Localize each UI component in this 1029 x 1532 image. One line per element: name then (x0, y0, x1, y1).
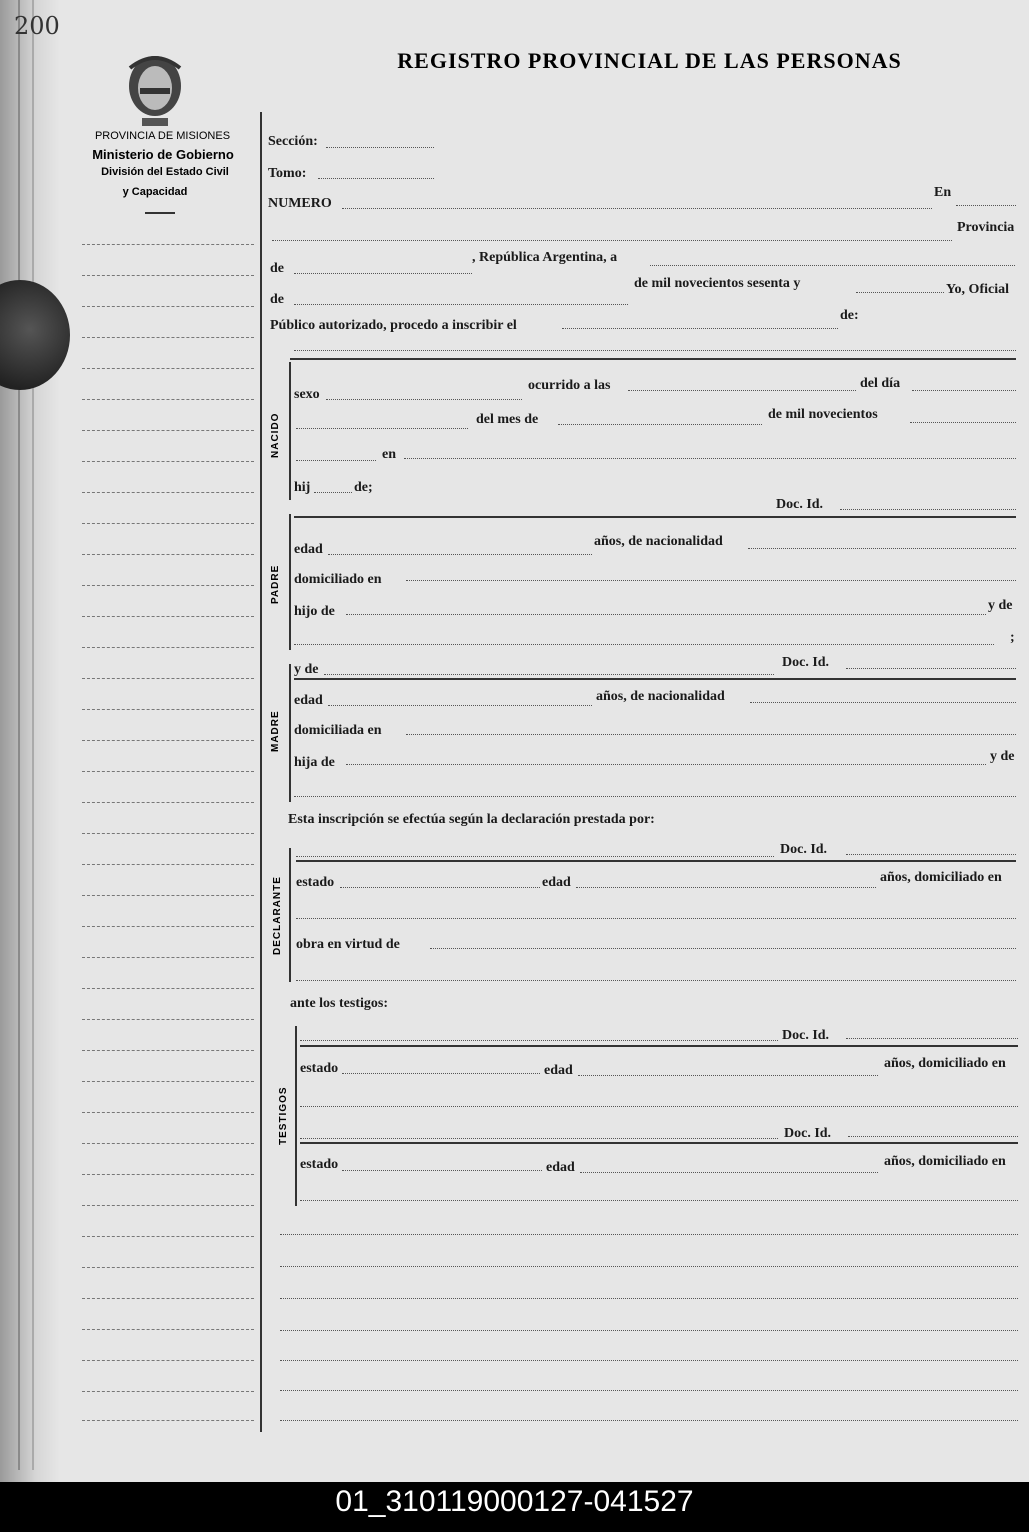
doc-id-testigo1-label: Doc. Id. (782, 1028, 830, 1043)
mes-field[interactable] (294, 304, 628, 305)
anio-cont-field[interactable] (296, 460, 376, 461)
testigos-bracket (295, 1026, 297, 1206)
dia-field[interactable] (912, 390, 1016, 391)
anos-padre-label: años, de nacionalidad (594, 534, 723, 549)
testigo1-nombre-field[interactable] (300, 1040, 778, 1041)
edad-testigo1-field[interactable] (578, 1075, 878, 1076)
sidebar-capacidad: y Capacidad (122, 186, 188, 198)
testigo2-nombre-field[interactable] (300, 1138, 778, 1139)
de-field[interactable] (294, 273, 472, 274)
fecha-field[interactable] (650, 265, 1015, 266)
en-nac-label: en (382, 447, 396, 462)
nacido-bracket (289, 362, 291, 500)
madre-section-label: MADRE (270, 710, 281, 752)
de-label: de (270, 261, 284, 276)
nacionalidad-madre-field[interactable] (750, 702, 1016, 703)
testigos-section-label: TESTIGOS (278, 1086, 289, 1145)
edad-testigo2-field[interactable] (580, 1172, 878, 1173)
hija-de-label: hija de (294, 755, 335, 770)
page-edge (32, 0, 34, 1470)
sexo-field[interactable] (326, 399, 522, 400)
de-semi-label: de; (354, 480, 373, 495)
obra-field[interactable] (430, 948, 1016, 949)
edad-testigo2-label: edad (546, 1160, 575, 1175)
edad-testigo1-label: edad (544, 1063, 573, 1078)
dia-cont-field[interactable] (296, 428, 468, 429)
doc-id-padre-label: Doc. Id. (776, 497, 824, 512)
doc-id-declarante-field[interactable] (846, 854, 1016, 855)
oficial-label: Yo, Oficial (946, 282, 1009, 297)
inscribir-field[interactable] (562, 328, 838, 329)
nacido-section-label: NACIDO (270, 412, 281, 458)
anio-field[interactable] (856, 292, 944, 293)
semicolon: ; (1010, 630, 1015, 645)
page-edge (18, 0, 20, 1470)
numero-label: NUMERO (268, 196, 332, 211)
ocurrido-label: ocurrido a las (528, 378, 611, 393)
padre-section-label: PADRE (270, 564, 281, 604)
mil-label: de mil novecientos sesenta y (634, 276, 801, 291)
tomo-field[interactable] (318, 178, 434, 179)
nombre-field[interactable] (294, 350, 1016, 351)
section-rule (294, 678, 1016, 680)
doc-id-madre-field[interactable] (846, 668, 1016, 669)
notes-line[interactable] (280, 1298, 1018, 1299)
estado-testigo2-field[interactable] (342, 1170, 542, 1171)
sexo-label: sexo (294, 387, 320, 402)
edad-padre-field[interactable] (328, 554, 592, 555)
notes-line[interactable] (280, 1390, 1018, 1391)
sidebar-division: División del Estado Civil (101, 166, 229, 178)
edad-declarante-label: edad (542, 875, 571, 890)
edad-madre-label: edad (294, 693, 323, 708)
anio-nac-field[interactable] (910, 422, 1016, 423)
domicilio-testigo1-field[interactable] (300, 1106, 1018, 1107)
doc-id-madre-label: Doc. Id. (782, 655, 830, 670)
hij-label: hij (294, 480, 311, 495)
tomo-label: Tomo: (268, 166, 307, 181)
doc-id-testigo1-field[interactable] (846, 1038, 1018, 1039)
section-rule (300, 1142, 1018, 1144)
numero-field[interactable] (342, 208, 932, 209)
en-label: En (934, 185, 952, 200)
scan-id-bar (0, 1482, 1029, 1532)
anos-declarante-label: años, domiciliado en (880, 870, 1002, 885)
declaracion-text: Esta inscripción se efectúa según la declaración prestada por: (288, 812, 655, 827)
y-de-padre-label: y de (988, 598, 1013, 613)
de-colon-label: de: (840, 308, 859, 323)
scan-id: 01_310119000127-041527 (335, 1485, 694, 1518)
page-title: REGISTRO PROVINCIAL DE LAS PERSONAS (397, 48, 902, 73)
abuela-field[interactable] (294, 644, 994, 645)
sidebar-ministry: Ministerio de Gobierno (92, 147, 234, 162)
anos-madre-label: años, de nacionalidad (596, 689, 725, 704)
hora-field[interactable] (628, 390, 856, 391)
domiciliado-padre-label: domiciliado en (294, 572, 382, 587)
section-rule (290, 358, 1016, 360)
provincia-field[interactable] (272, 240, 952, 241)
domicilio-declarante-field[interactable] (296, 918, 1016, 919)
domicilio-testigo2-field[interactable] (300, 1200, 1018, 1201)
domiciliada-label: domiciliada en (294, 723, 382, 738)
handwritten-page-number: 200 (14, 12, 60, 40)
obra-cont-field[interactable] (296, 980, 1016, 981)
doc-id-testigo2-label: Doc. Id. (784, 1126, 832, 1141)
hijo-de-label: hijo de (294, 604, 335, 619)
obra-label: obra en virtud de (296, 937, 400, 952)
doc-id-declarante-label: Doc. Id. (780, 842, 828, 857)
domicilio-padre-field[interactable] (406, 580, 1016, 581)
en-field[interactable] (956, 205, 1016, 206)
estado-testigo1-field[interactable] (342, 1073, 540, 1074)
estado-declarante-label: estado (296, 875, 335, 890)
section-rule (294, 516, 1016, 518)
seccion-label: Sección: (268, 134, 318, 149)
madre-nombre-field[interactable] (324, 674, 774, 675)
notes-line[interactable] (280, 1330, 1018, 1331)
declarante-section-label: DECLARANTE (272, 876, 283, 955)
deldia-label: del día (860, 376, 901, 391)
madre-bracket (289, 664, 291, 802)
estado-declarante-field[interactable] (340, 887, 540, 888)
book-gutter (0, 0, 60, 1482)
declarante-nombre-field[interactable] (296, 856, 774, 857)
anos-testigo2-label: años, domiciliado en (884, 1154, 1006, 1169)
estado-testigo1-label: estado (300, 1061, 339, 1076)
edad-madre-field[interactable] (328, 705, 592, 706)
mes-nac-field[interactable] (558, 424, 762, 425)
section-rule (296, 860, 1016, 862)
domicilio-madre-field[interactable] (406, 734, 1016, 735)
declarante-bracket (289, 848, 291, 982)
lugar-nac-field[interactable] (404, 458, 1016, 459)
hij-field[interactable] (314, 492, 352, 493)
edad-declarante-field[interactable] (576, 887, 876, 888)
notes-line[interactable] (280, 1360, 1018, 1361)
abuelo-field[interactable] (346, 614, 986, 615)
delmes-label: del mes de (476, 412, 539, 427)
seccion-field[interactable] (326, 147, 434, 148)
demil-label: de mil novecientos (768, 407, 878, 422)
edad-padre-label: edad (294, 542, 323, 557)
doc-id-testigo2-field[interactable] (848, 1136, 1018, 1137)
divider (145, 212, 175, 214)
republica-label: , República Argentina, a (472, 250, 618, 265)
anos-testigo1-label: años, domiciliado en (884, 1056, 1006, 1071)
y-de-madre-end-label: y de (990, 749, 1015, 764)
testigos-intro: ante los testigos: (290, 996, 388, 1011)
publico-label: Público autorizado, procedo a inscribir el (270, 318, 517, 333)
doc-id-padre-field[interactable] (840, 509, 1016, 510)
main-divider (260, 112, 262, 1432)
estado-testigo2-label: estado (300, 1157, 339, 1172)
nacionalidad-padre-field[interactable] (748, 548, 1016, 549)
de-label-2: de (270, 292, 284, 307)
abuelo-materno-field[interactable] (346, 764, 986, 765)
sidebar-province: PROVINCIA DE MISIONES (94, 130, 231, 142)
section-rule (300, 1045, 1018, 1047)
provincia-label: Provincia (957, 220, 1015, 235)
padre-bracket (289, 514, 291, 650)
notes-line[interactable] (280, 1420, 1018, 1421)
notes-line[interactable] (280, 1234, 1018, 1235)
notes-line[interactable] (280, 1266, 1018, 1267)
abuela-materna-field[interactable] (294, 796, 1016, 797)
y-de-madre-label: y de (294, 662, 319, 677)
